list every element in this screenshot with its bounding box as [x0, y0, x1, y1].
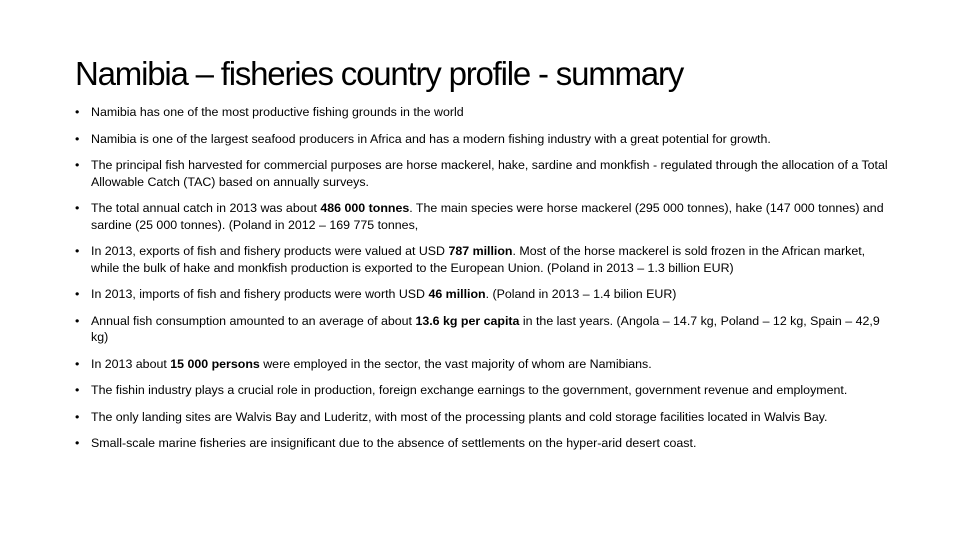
bullet-item: • Namibia is one of the largest seafood producers in Africa and has a modern fishing industry with a great potential for growth. [75, 131, 895, 148]
highlight-value: 15 000 persons [170, 356, 260, 371]
highlight-value: 486 000 tonnes [320, 201, 410, 215]
bullet-item: • In 2013 about 15 000 persons were employed in the sector, the vast majority of whom are Namibians. [75, 356, 895, 373]
bullet-item: • The principal fish harvested for commercial purposes are horse mackerel, hake, sardine and monkfish - regulated through the allocation of a Total Allowable Catch (TAC) based on annually surveys. [75, 157, 895, 190]
bullet-item: • The total annual catch in 2013 was about 486 000 tonnes. The main species were horse mackerel (295 000 tonnes), hake (147 000 tonnes) and sardine (25 000 tonnes). (Poland in 2012 – 169 775 tonnes, [75, 200, 895, 233]
bullet-item: • In 2013, imports of fish and fishery products were worth USD 46 million. (Poland in 2013 – 1.4 bilion EUR) [75, 286, 895, 303]
highlight-value: 13.6 kg per capita [415, 313, 520, 328]
bullet-item: • Small-scale marine fisheries are insignificant due to the absence of settlements on the hyper-arid desert coast. [75, 435, 895, 452]
bullet-item: • Annual fish consumption amounted to an average of about 13.6 kg per capita in the last years. (Angola – 14.7 kg, Poland – 12 kg, Spain – 42,9 kg) [75, 313, 895, 346]
bullet-item: • The only landing sites are Walvis Bay and Luderitz, with most of the processing plants and cold storage facilities located in Walvis Bay. [75, 409, 895, 426]
highlight-value: 787 million [448, 244, 513, 258]
bullet-item: • The fishin industry plays a crucial role in production, foreign exchange earnings to the government, government revenue and employment. [75, 382, 895, 399]
highlight-value: 46 million [428, 287, 486, 301]
bullet-list [75, 104, 895, 462]
slide-title: Namibia – fisheries country profile - summary [75, 55, 684, 92]
bullet-item: • Namibia has one of the most productive fishing grounds in the world [75, 104, 895, 121]
bullet-item: • In 2013, exports of fish and fishery products were valued at USD 787 million. Most of the horse mackerel is sold frozen in the African market, while the bulk of hake and monkfish production is exported to the European Union. (Poland in 2013 – 1.3 billion EUR) [75, 243, 895, 276]
